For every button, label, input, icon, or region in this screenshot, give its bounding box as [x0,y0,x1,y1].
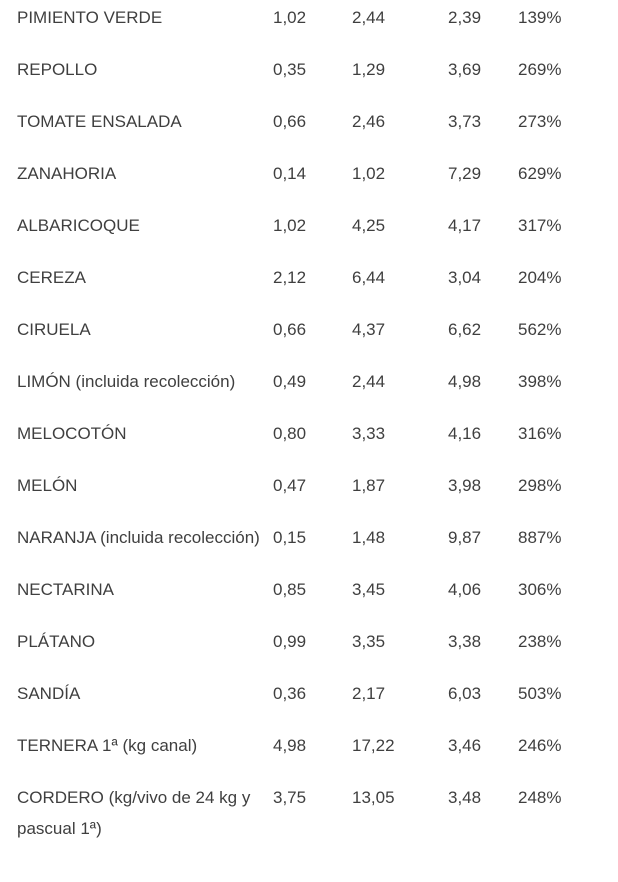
ratio-value: 3,04 [448,268,482,287]
price-value-2: 17,22 [352,736,395,755]
price-value-2: 2,17 [352,684,386,703]
table-row [17,470,618,501]
ratio-value: 2,39 [448,8,482,27]
ratio-value: 3,98 [448,476,482,495]
price-value-1: 2,12 [273,268,307,287]
product-name: CEREZA [17,268,86,287]
product-name: CIRUELA [17,320,91,339]
price-value-2: 1,29 [352,60,386,79]
price-value-1: 0,47 [273,476,307,495]
price-value-2: 2,44 [352,8,386,27]
percent-value: 316% [518,424,562,443]
ratio-value: 4,17 [448,216,482,235]
ratio-value: 4,98 [448,372,482,391]
percent-value: 204% [518,268,562,287]
ratio-value: 3,73 [448,112,482,131]
table-row [17,782,618,844]
percent-value: 238% [518,632,562,651]
product-name: TOMATE ENSALADA [17,112,182,131]
percent-value: 269% [518,60,562,79]
price-value-2: 13,05 [352,788,395,807]
price-value-1: 3,75 [273,788,307,807]
product-name: LIMÓN (incluida recolección) [17,372,236,391]
product-name: MELÓN [17,476,78,495]
price-value-1: 0,66 [273,112,307,131]
price-value-2: 4,25 [352,216,386,235]
product-name: NARANJA (incluida recolección) [17,528,260,547]
product-name: ZANAHORIA [17,164,117,183]
ratio-value: 7,29 [448,164,482,183]
table-row [17,262,618,293]
table-row [17,418,618,449]
price-value-2: 3,33 [352,424,386,443]
percent-value: 139% [518,8,562,27]
ratio-value: 9,87 [448,528,482,547]
ratio-value: 3,46 [448,736,482,755]
price-value-2: 2,44 [352,372,386,391]
table-row [17,210,618,241]
ratio-value: 4,16 [448,424,482,443]
table-row [17,158,618,189]
percent-value: 887% [518,528,562,547]
price-value-2: 3,45 [352,580,386,599]
percent-value: 503% [518,684,562,703]
product-name: PIMIENTO VERDE [17,8,163,27]
percent-value: 629% [518,164,562,183]
product-name: REPOLLO [17,60,98,79]
product-name: NECTARINA [17,580,114,599]
price-value-1: 0,35 [273,60,307,79]
product-name: CORDERO (kg/vivo de 24 kg y pascual 1ª) [17,788,251,838]
table-row [17,522,618,553]
price-value-1: 0,15 [273,528,307,547]
product-name: TERNERA 1ª (kg canal) [17,736,198,755]
ratio-value: 4,06 [448,580,482,599]
price-value-2: 6,44 [352,268,386,287]
table-row [17,2,618,33]
product-name: MELOCOTÓN [17,424,127,443]
price-value-1: 1,02 [273,216,307,235]
percent-value: 317% [518,216,562,235]
ratio-value: 3,69 [448,60,482,79]
price-value-2: 1,48 [352,528,386,547]
price-value-1: 0,66 [273,320,307,339]
price-value-2: 1,87 [352,476,386,495]
percent-value: 306% [518,580,562,599]
price-value-2: 3,35 [352,632,386,651]
ratio-value: 3,38 [448,632,482,651]
price-value-1: 0,99 [273,632,307,651]
table-row [17,106,618,137]
percent-value: 398% [518,372,562,391]
product-name: PLÁTANO [17,632,96,651]
price-value-1: 1,02 [273,8,307,27]
table-row [17,678,618,709]
price-value-2: 4,37 [352,320,386,339]
ratio-value: 6,62 [448,320,482,339]
price-value-1: 0,14 [273,164,307,183]
table-row [17,314,618,345]
price-value-2: 1,02 [352,164,386,183]
product-name: SANDÍA [17,684,81,703]
price-value-2: 2,46 [352,112,386,131]
price-value-1: 4,98 [273,736,307,755]
percent-value: 248% [518,788,562,807]
table-row [17,366,618,397]
price-value-1: 0,36 [273,684,307,703]
table-row [17,54,618,85]
percent-value: 246% [518,736,562,755]
product-name: ALBARICOQUE [17,216,140,235]
table-row [17,574,618,605]
percent-value: 273% [518,112,562,131]
ratio-value: 6,03 [448,684,482,703]
price-value-1: 0,80 [273,424,307,443]
ratio-value: 3,48 [448,788,482,807]
price-value-1: 0,85 [273,580,307,599]
table-row [17,626,618,657]
table-row [17,730,618,761]
percent-value: 562% [518,320,562,339]
price-value-1: 0,49 [273,372,307,391]
percent-value: 298% [518,476,562,495]
